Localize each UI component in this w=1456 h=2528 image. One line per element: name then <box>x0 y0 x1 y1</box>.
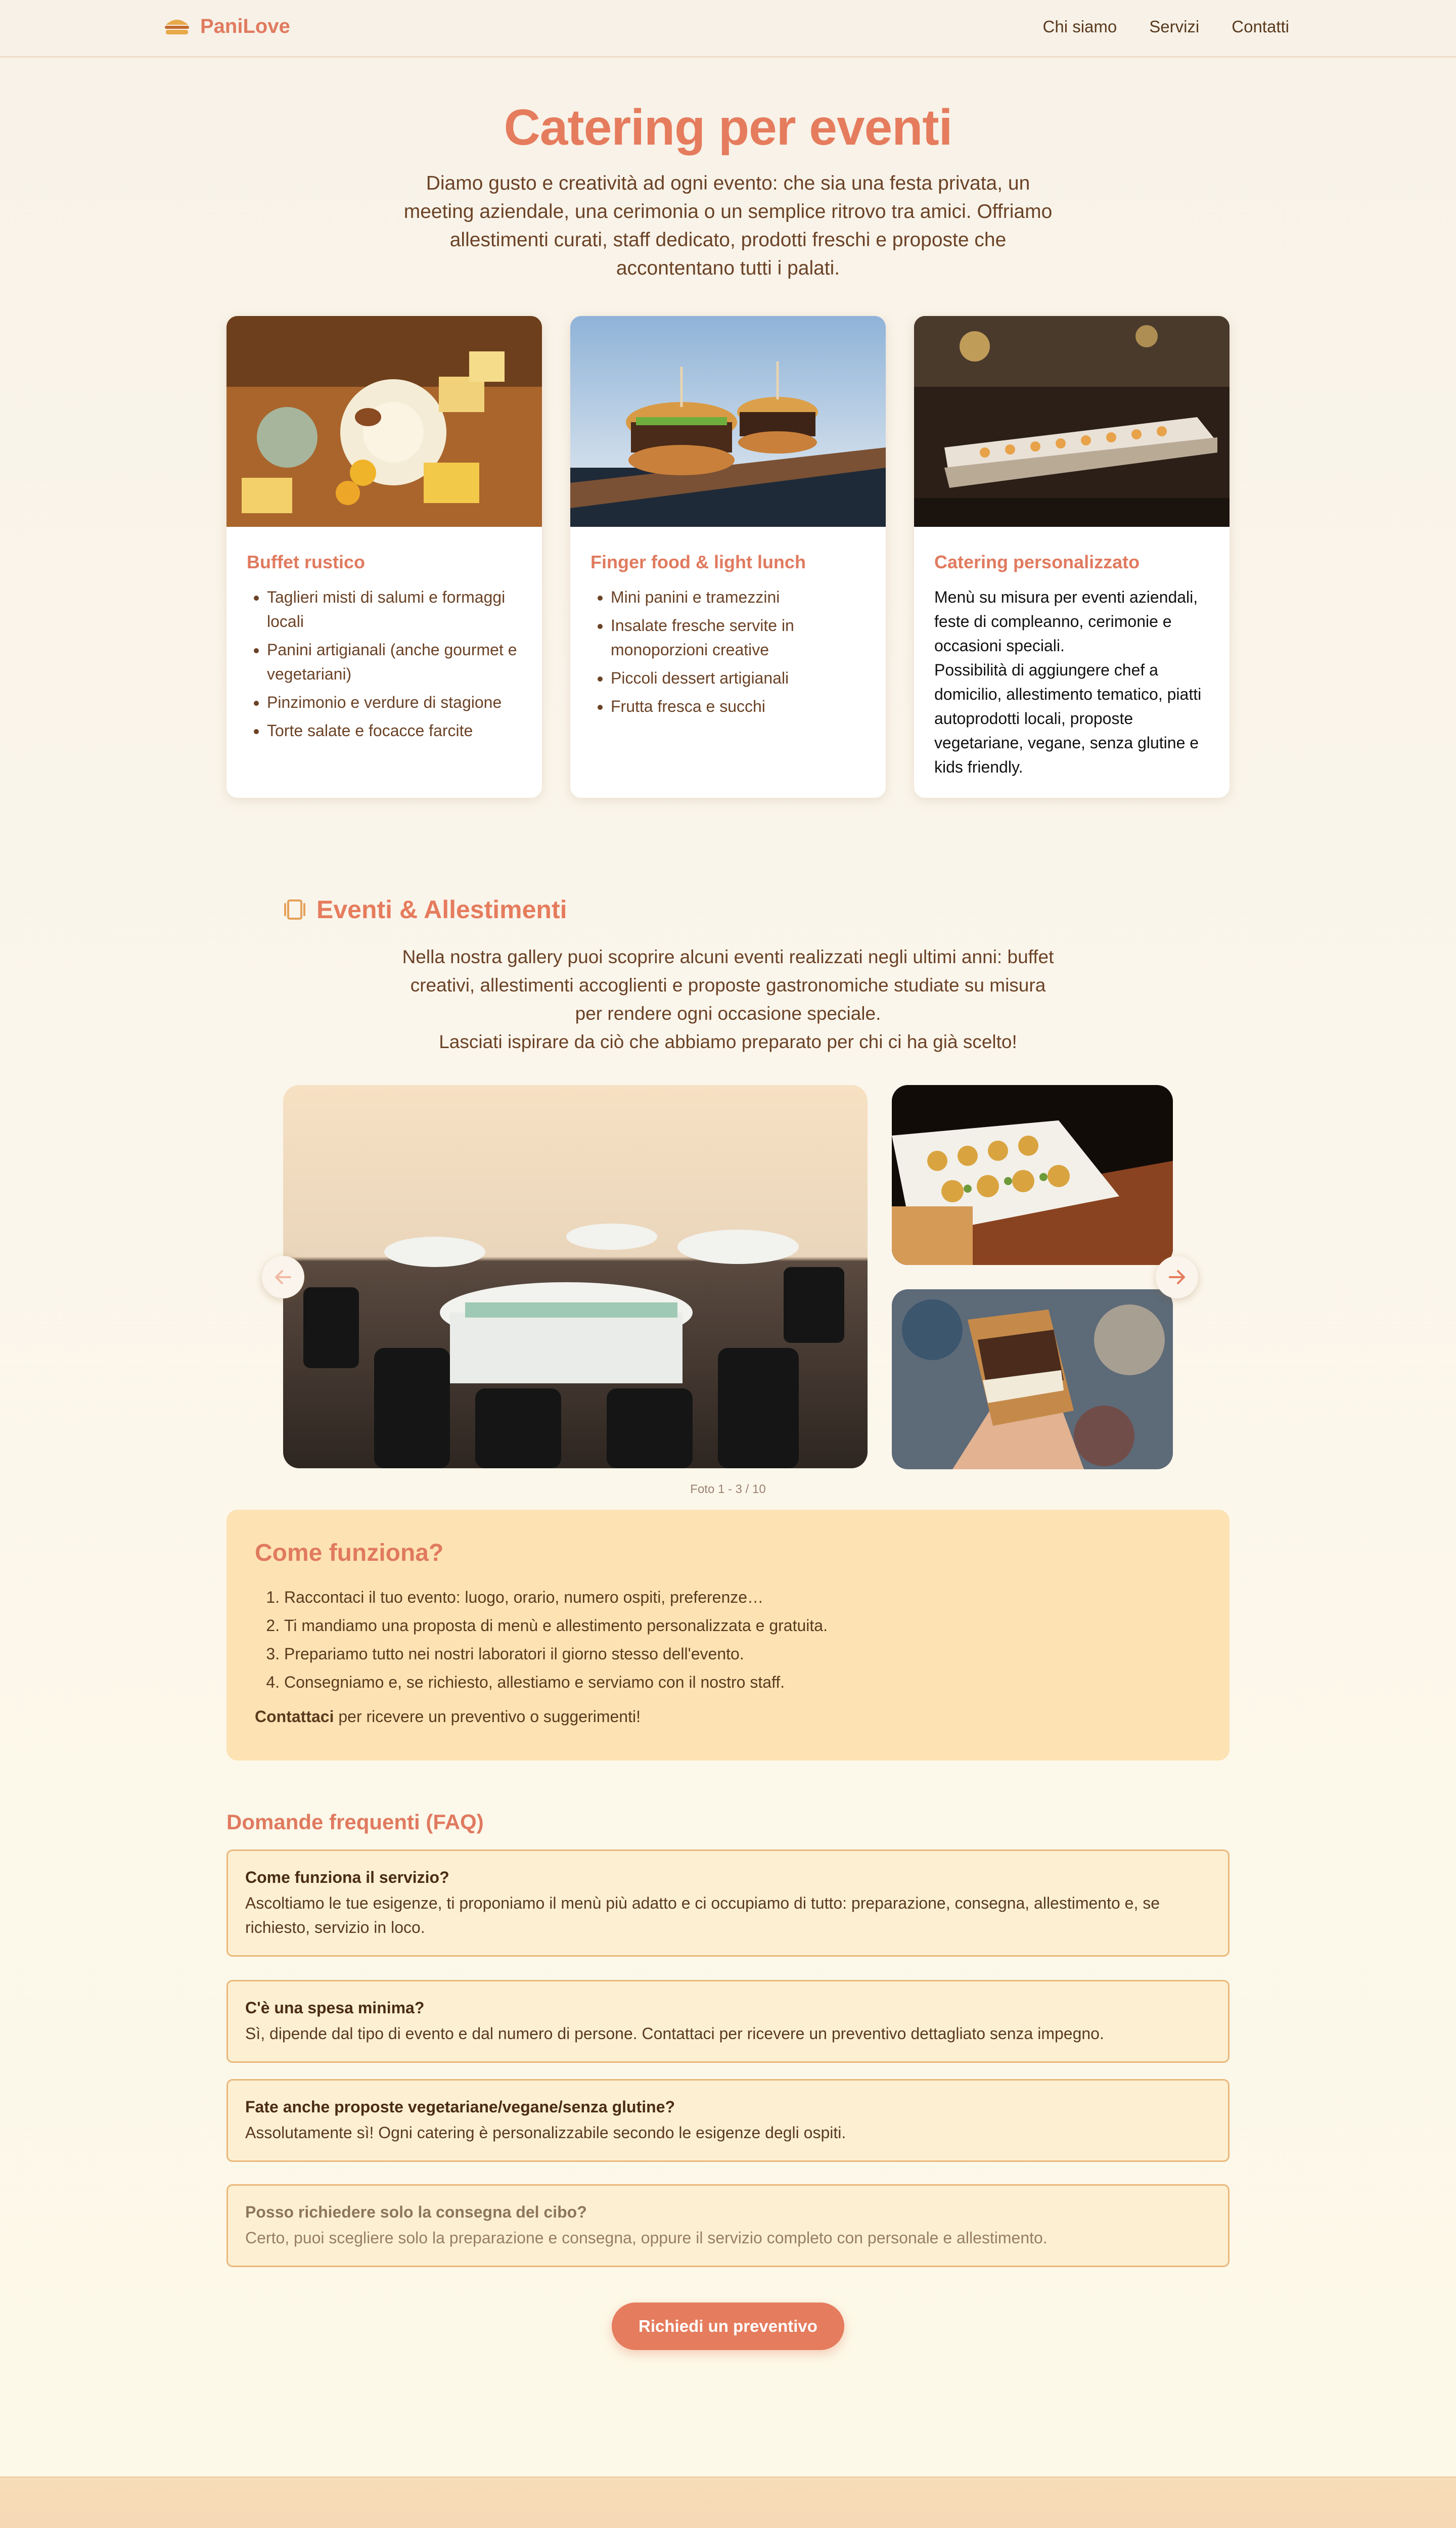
gallery-prev-button[interactable] <box>262 1256 304 1298</box>
list-item: • Taglieri misti di salumi e formaggi locali <box>267 585 522 634</box>
gallery-counter: Foto 1 - 3 / 10 <box>690 1482 766 1496</box>
nav-servizi[interactable]: Servizi <box>1149 17 1200 36</box>
contact-link[interactable]: Contattaci <box>255 1707 334 1726</box>
faq-question: Fate anche proposte vegetariane/vegane/senza glutine? <box>245 2098 675 2116</box>
mini-burgers-image <box>570 316 886 527</box>
card-title: Catering personalizzato <box>934 552 1140 572</box>
card-list <box>267 585 522 743</box>
contact-cta-text: per ricevere un preventivo o suggerimenti! <box>334 1707 641 1726</box>
arrow-right-icon <box>1166 1266 1188 1288</box>
arrow-left-icon <box>272 1266 294 1288</box>
card-title: Finger food & light lunch <box>590 552 806 572</box>
step-item: 2. Ti mandiamo una proposta di menù e allestimento personalizzata e gratuita. <box>284 1611 1201 1640</box>
gallery-photo-sandwich[interactable] <box>892 1289 1173 1469</box>
how-title: Come funziona? <box>255 1540 444 1566</box>
faq-item[interactable] <box>226 1849 1230 1957</box>
nav-chi-siamo[interactable]: Chi siamo <box>1042 17 1117 36</box>
brand-name: PaniLove <box>200 15 290 37</box>
brand-logo[interactable] <box>163 15 290 38</box>
buffet-table-image <box>914 316 1230 527</box>
steps-list <box>284 1583 1201 1696</box>
tartlets-image <box>892 1085 1173 1265</box>
gallery-photo-finger-food[interactable] <box>892 1085 1173 1265</box>
faq-title: Domande frequenti (FAQ) <box>226 1810 484 1834</box>
cheese-platter-image <box>226 316 542 527</box>
list-item: • Torte salate e focacce farcite <box>267 718 522 743</box>
restaurant-hall-image <box>283 1085 868 1468</box>
request-quote-button[interactable]: Richiedi un preventivo <box>612 2303 844 2350</box>
faq-answer: Certo, puoi scegliere solo la preparazione e consegna, oppure il servizio completo con personale e allestimento. <box>245 2229 1048 2247</box>
burger-icon <box>163 17 191 37</box>
list-item: • Frutta fresca e succhi <box>611 694 866 718</box>
step-item: 3. Prepariamo tutto nei nostri laboratori il giorno stesso dell'evento. <box>284 1640 1201 1668</box>
card-buffet-rustico <box>226 316 542 798</box>
faq-question: Posso richiedere solo la consegna del cibo? <box>245 2203 587 2221</box>
list-item: • Piccoli dessert artigianali <box>611 666 866 690</box>
events-description <box>394 943 1062 1056</box>
card-catering-personalizzato <box>914 316 1230 798</box>
card-list <box>611 585 866 718</box>
gallery-icon <box>283 899 306 920</box>
faq-item[interactable] <box>226 1980 1230 2063</box>
list-item: • Panini artigianali (anche gourmet e vegetariani) <box>267 638 522 686</box>
nav-contatti[interactable]: Contatti <box>1232 17 1289 36</box>
card-text: Menù su misura per eventi aziendali, feste di compleanno, cerimonie e occasioni speciali. <box>934 588 1198 655</box>
site-footer <box>0 2476 1456 2528</box>
contact-cta <box>255 1707 1201 1726</box>
faq-question: C'è una spesa minima? <box>245 1999 425 2017</box>
step-item: 1. Raccontaci il tuo evento: luogo, orario, numero ospiti, preferenze… <box>284 1583 1201 1611</box>
events-text-cta: Lasciati ispirare da ciò che abbiamo preparato per chi ci ha già scelto! <box>439 1031 1017 1052</box>
faq-answer: Sì, dipende dal tipo di evento e dal numero di persone. Contattaci per ricevere un preventivo dettagliato senza impegno. <box>245 2024 1104 2043</box>
faq-answer: Assolutamente sì! Ogni catering è personalizzabile secondo le esigenze degli ospiti. <box>245 2124 846 2142</box>
sandwich-hand-image <box>892 1289 1173 1469</box>
card-text: Possibilità di aggiungere chef a domicilio, allestimento tematico, piatti autoprodotti locali, proposte vegetariane, vegane, senza glutine e kids friendly. <box>934 661 1202 776</box>
events-text: Nella nostra gallery puoi scoprire alcuni eventi realizzati negli ultimi anni: buffet creativi, allestimenti accoglienti e proposte gastronomiche studiate su misura per rendere ogni occasione speciale. <box>402 946 1054 1024</box>
hero-description: Diamo gusto e creatività ad ogni evento: che sia una festa privata, un meeting aziendale, una cerimonia o un semplice ritrovo tra amici. Offriamo allestimenti curati, staff dedicato, prodotti freschi e proposte che accontentano tutti i palati. <box>403 172 1053 279</box>
step-item: 4. Consegniamo e, se richiesto, allestiamo e serviamo con il nostro staff. <box>284 1668 1201 1696</box>
how-it-works-box <box>226 1510 1230 1760</box>
list-item: • Pinzimonio e verdure di stagione <box>267 690 522 714</box>
events-title: Eventi & Allestimenti <box>316 895 567 924</box>
card-finger-food <box>570 316 886 798</box>
faq-item[interactable] <box>226 2079 1230 2162</box>
site-header <box>0 0 1456 58</box>
faq-item[interactable] <box>226 2184 1230 2267</box>
list-item: • Mini panini e tramezzini <box>611 585 866 609</box>
page-title: Catering per eventi <box>504 99 952 156</box>
gallery-photo-main[interactable] <box>283 1085 868 1468</box>
list-item: • Insalate fresche servite in monoporzioni creative <box>611 613 866 662</box>
faq-question: Come funziona il servizio? <box>245 1868 449 1886</box>
faq-answer: Ascoltiamo le tue esigenze, ti proponiamo il menù più adatto e ci occupiamo di tutto: preparazione, consegna, allestimento e, se richiesto, servizio in loco. <box>245 1894 1160 1936</box>
main-nav <box>1043 17 1289 36</box>
events-heading <box>283 895 567 924</box>
card-title: Buffet rustico <box>247 552 365 572</box>
gallery-next-button[interactable] <box>1156 1256 1198 1298</box>
